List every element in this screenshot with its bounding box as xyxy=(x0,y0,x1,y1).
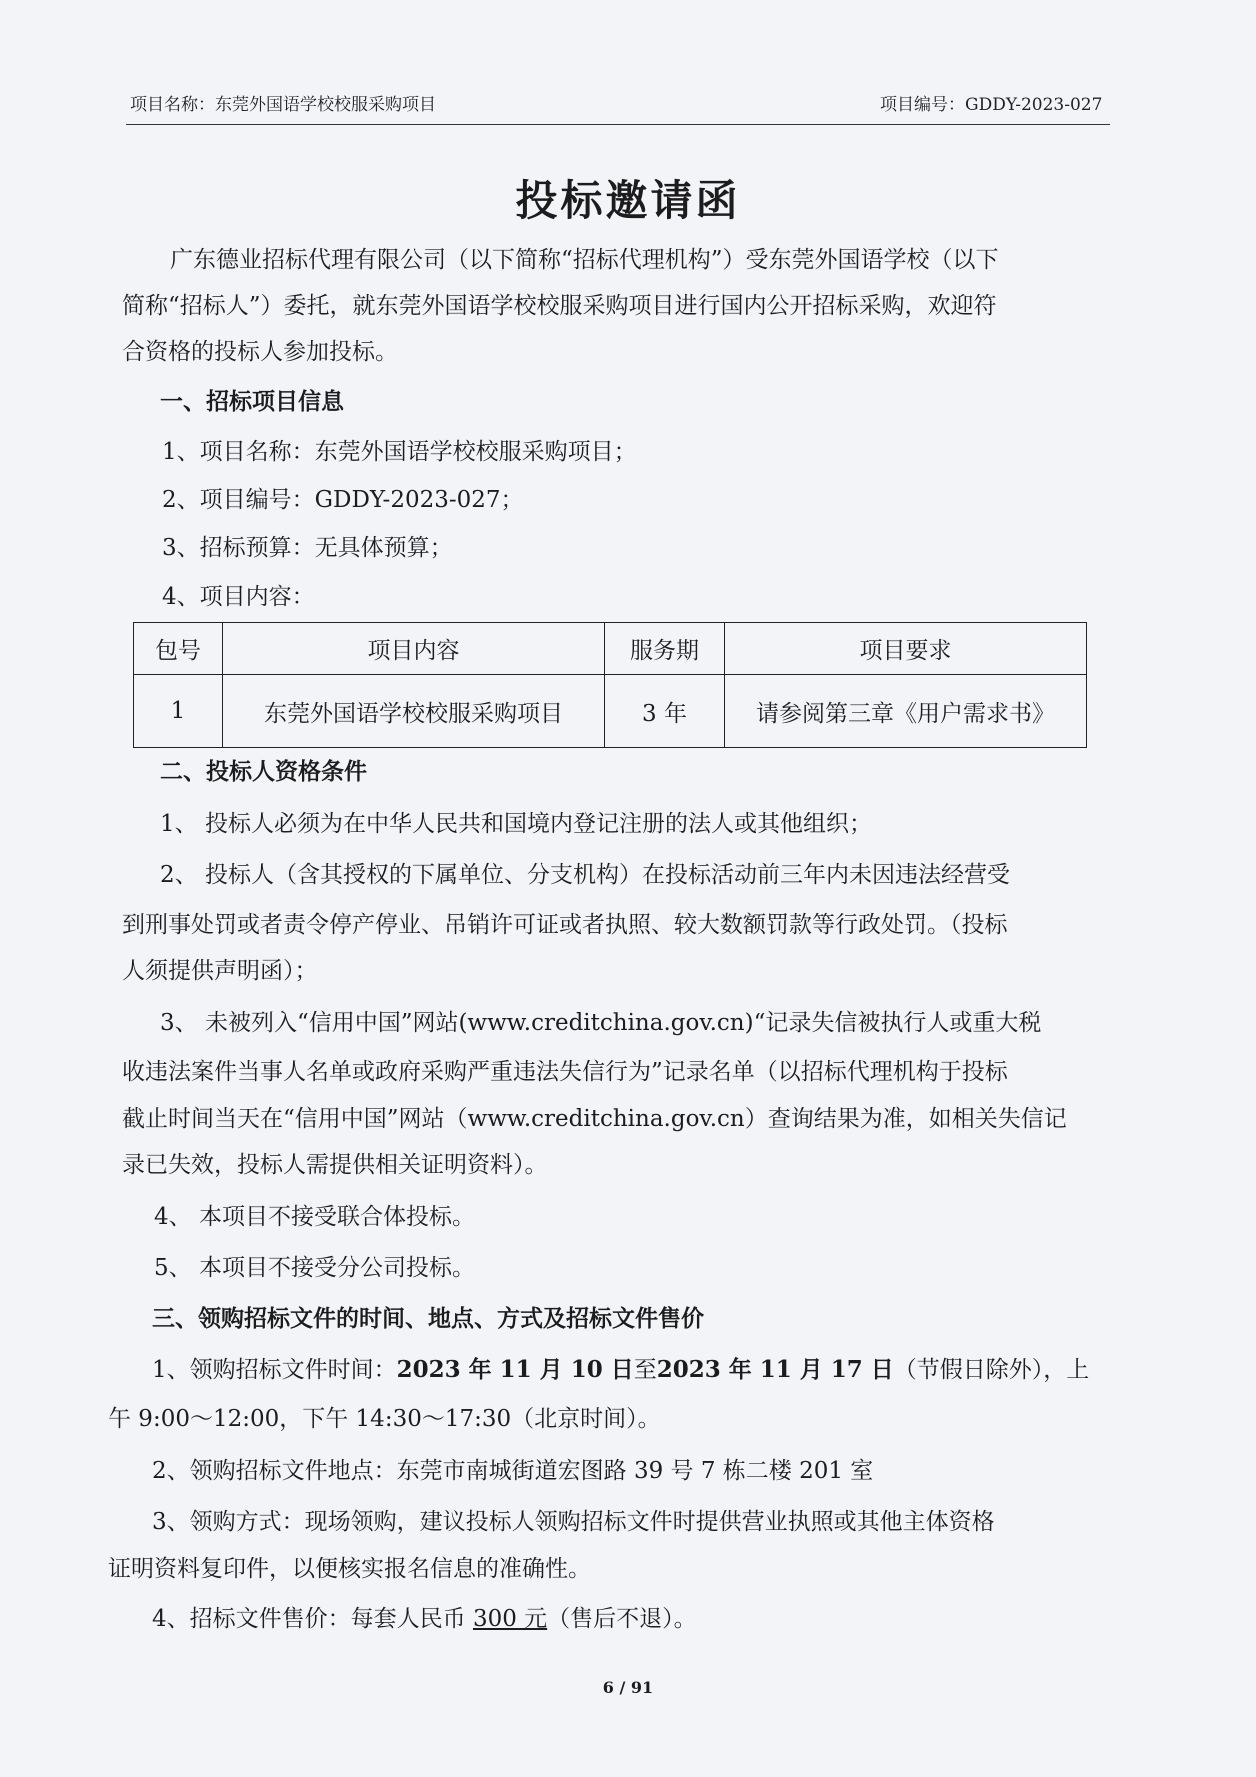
date-from: 2023 年 11 月 10 日 xyxy=(396,1356,634,1383)
section3-item-1-tail: （节假日除外），上 xyxy=(893,1357,1090,1383)
table-row xyxy=(134,675,1087,748)
project-content-table xyxy=(133,622,1087,748)
section3-item-3-line-1: 3、领购方式：现场领购，建议投标人领购招标文件时提供营业执照或其他主体资格 xyxy=(152,1509,995,1535)
section2-line-3: 到刑事处罚或者责令停产停业、吊销许可证或者执照、较大数额罚款等行政处罚。（投标 xyxy=(122,912,1008,938)
section2-line-6: 收违法案件当事人名单或政府采购严重违法失信行为”记录名单（以招标代理机构于投标 xyxy=(122,1059,1008,1085)
section3-item-1-label: 1、领购招标文件时间： xyxy=(152,1357,397,1383)
section2-heading: 二、投标人资格条件 xyxy=(160,758,367,785)
date-to-connector: 至 xyxy=(633,1357,657,1383)
table-cell: 1 xyxy=(134,675,223,748)
section1-item-1: 1、项目名称：东莞外国语学校校服采购项目； xyxy=(162,439,637,465)
section2-line-7: 截止时间当天在“信用中国”网站（www.creditchina.gov.cn）查询结果为准，如相关失信记 xyxy=(122,1106,1067,1132)
section3-item-2: 2、领购招标文件地点：东莞市南城街道宏图路 39 号 7 栋二楼 201 室 xyxy=(152,1458,874,1484)
section2-line-10: 5、 本项目不接受分公司投标。 xyxy=(154,1255,475,1281)
page-number: 6 / 91 xyxy=(602,1678,654,1697)
price-prefix: 4、招标文件售价：每套人民币 xyxy=(152,1606,473,1632)
document-title: 投标邀请函 xyxy=(515,176,741,225)
section2-line-9: 4、 本项目不接受联合体投标。 xyxy=(154,1204,475,1230)
date-to: 2023 年 11 月 17 日 xyxy=(656,1356,894,1383)
section2-line-1: 1、 投标人必须为在中华人民共和国境内登记注册的法人或其他组织； xyxy=(160,811,872,837)
table-cell: 请参阅第三章《用户需求书》 xyxy=(725,675,1087,748)
table-header-cell: 项目要求 xyxy=(725,623,1087,675)
section2-line-2: 2、 投标人（含其授权的下属单位、分支机构）在投标活动前三年内未因违法经营受 xyxy=(160,862,1010,888)
section1-item-2: 2、项目编号：GDDY-2023-027； xyxy=(162,487,524,513)
intro-line-1: 广东德业招标代理有限公司（以下简称“招标代理机构”）受东莞外国语学校（以下 xyxy=(170,247,999,273)
table-header-cell: 包号 xyxy=(134,623,223,675)
section3-item-3-line-2: 证明资料复印件，以便核实报名信息的准确性。 xyxy=(108,1556,591,1582)
section2-line-4: 人须提供声明函）； xyxy=(122,958,318,984)
section3-item-4 xyxy=(152,1604,697,1634)
section3-item-1 xyxy=(152,1355,1089,1385)
section2-line-8: 录已失效，投标人需提供相关证明资料）。 xyxy=(122,1152,548,1178)
header-project-code: 项目编号：GDDY-2023-027 xyxy=(880,95,1103,115)
section3-heading: 三、领购招标文件的时间、地点、方式及招标文件售价 xyxy=(152,1305,704,1332)
header-project-name: 项目名称：东莞外国语学校校服采购项目 xyxy=(130,95,436,115)
intro-line-3: 合资格的投标人参加投标。 xyxy=(122,339,398,365)
table-cell: 3 年 xyxy=(605,675,725,748)
price-value: 300 元 xyxy=(472,1606,548,1632)
section1-item-3: 3、招标预算：无具体预算； xyxy=(162,535,453,561)
table-header-cell: 服务期 xyxy=(605,623,725,675)
intro-line-2: 简称“招标人”）委托，就东莞外国语学校校服采购项目进行国内公开招标采购，欢迎符 xyxy=(122,293,997,319)
section1-item-4: 4、项目内容： xyxy=(162,584,315,610)
table-header-row xyxy=(134,623,1087,675)
section2-line-5: 3、 未被列入“信用中国”网站(www.creditchina.gov.cn)“记录失信被执行人或重大税 xyxy=(160,1010,1042,1036)
table-header-cell: 项目内容 xyxy=(223,623,605,675)
section3-item-1-line-2: 午 9:00～12:00，下午 14:30～17:30（北京时间）。 xyxy=(108,1406,661,1432)
table-cell: 东莞外国语学校校服采购项目 xyxy=(223,675,605,748)
header-rule xyxy=(126,124,1110,125)
section1-heading: 一、招标项目信息 xyxy=(160,388,344,415)
price-suffix: （售后不退）。 xyxy=(547,1606,697,1632)
